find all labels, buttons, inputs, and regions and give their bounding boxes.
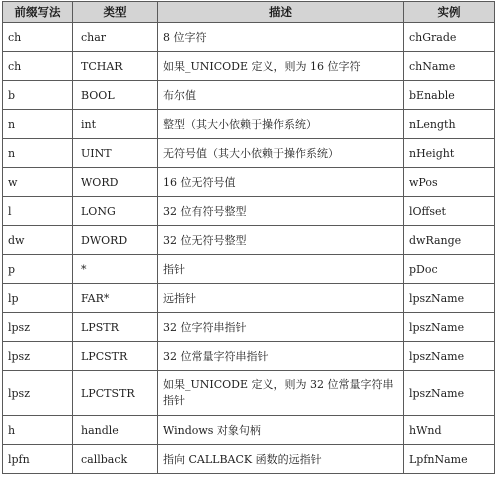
table-row [3,197,495,226]
cell-prefix: p [3,255,73,284]
table-row [3,81,495,110]
cell-example: hWnd [404,416,495,445]
table-row [3,342,495,371]
cell-prefix: ch [3,23,73,52]
cell-prefix: w [3,168,73,197]
cell-type: char [73,23,158,52]
table-row [3,110,495,139]
table-row [3,284,495,313]
table-row [3,313,495,342]
cell-example: lpszName [404,284,495,313]
cell-example: pDoc [404,255,495,284]
cell-description: 如果_UNICODE 定义，则为 32 位常量字符串指针 [158,371,404,416]
cell-type: * [73,255,158,284]
cell-description: 指针 [158,255,404,284]
table-row [3,23,495,52]
table-row [3,226,495,255]
table-row [3,168,495,197]
cell-type: FAR* [73,284,158,313]
cell-description: 32 位无符号整型 [158,226,404,255]
table-row [3,445,495,474]
cell-description: 布尔值 [158,81,404,110]
cell-description: 8 位字符 [158,23,404,52]
prefix-table-container [2,1,494,474]
cell-example: chName [404,52,495,81]
cell-type: TCHAR [73,52,158,81]
table-header [3,2,495,23]
header-prefix: 前缀写法 [3,2,73,23]
cell-description: 无符号值（其大小依赖于操作系统） [158,139,404,168]
cell-prefix: lpfn [3,445,73,474]
cell-description: 32 位有符号整型 [158,197,404,226]
cell-example: nLength [404,110,495,139]
table-row [3,52,495,81]
cell-type: WORD [73,168,158,197]
cell-type: LPSTR [73,313,158,342]
cell-description: 如果_UNICODE 定义，则为 16 位字符 [158,52,404,81]
cell-description: 远指针 [158,284,404,313]
cell-description: 整型（其大小依赖于操作系统） [158,110,404,139]
cell-description: 32 位常量字符串指针 [158,342,404,371]
table-row [3,255,495,284]
cell-prefix: lp [3,284,73,313]
cell-example: LpfnName [404,445,495,474]
cell-prefix: h [3,416,73,445]
cell-example: wPos [404,168,495,197]
cell-prefix: b [3,81,73,110]
cell-type: LPCSTR [73,342,158,371]
table-body [3,23,495,474]
cell-type: int [73,110,158,139]
cell-example: lpszName [404,342,495,371]
cell-description: 16 位无符号值 [158,168,404,197]
header-row [3,2,495,23]
table-row [3,416,495,445]
cell-prefix: l [3,197,73,226]
cell-prefix: lpsz [3,371,73,416]
cell-type: LONG [73,197,158,226]
cell-prefix: dw [3,226,73,255]
cell-example: lpszName [404,313,495,342]
cell-type: callback [73,445,158,474]
cell-example: bEnable [404,81,495,110]
cell-prefix: ch [3,52,73,81]
cell-type: DWORD [73,226,158,255]
cell-type: UINT [73,139,158,168]
cell-description: 32 位字符串指针 [158,313,404,342]
cell-example: lOffset [404,197,495,226]
header-type: 类型 [73,2,158,23]
cell-prefix: lpsz [3,313,73,342]
hungarian-prefix-table [2,1,495,474]
cell-example: dwRange [404,226,495,255]
header-description: 描述 [158,2,404,23]
cell-example: chGrade [404,23,495,52]
cell-type: LPCTSTR [73,371,158,416]
cell-type: BOOL [73,81,158,110]
cell-example: lpszName [404,371,495,416]
cell-prefix: n [3,110,73,139]
cell-type: handle [73,416,158,445]
cell-description: Windows 对象句柄 [158,416,404,445]
table-row [3,371,495,416]
cell-example: nHeight [404,139,495,168]
table-row [3,139,495,168]
header-example: 实例 [404,2,495,23]
cell-prefix: n [3,139,73,168]
cell-prefix: lpsz [3,342,73,371]
cell-description: 指向 CALLBACK 函数的远指针 [158,445,404,474]
